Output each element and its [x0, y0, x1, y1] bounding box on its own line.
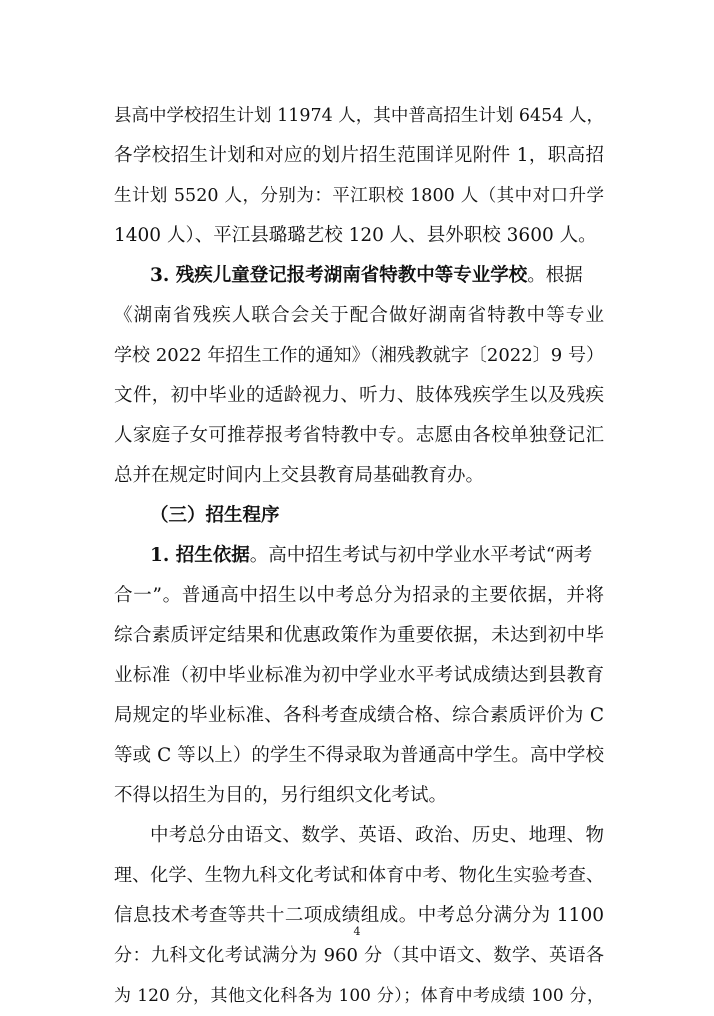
section-heading: （三）招生程序: [150, 505, 280, 526]
text-line: 人家庭子女可推荐报考省特教中专。志愿由各校单独登记汇: [114, 425, 604, 446]
text-line: 理、化学、生物九科文化考试和体育中考、物化生实验考查、: [114, 865, 604, 886]
text-line: 县高中学校招生计划 11974 人，其中普高招生计划 6454 人，: [114, 106, 604, 126]
item-heading: 1. 招生依据: [150, 545, 250, 566]
text-line: 各学校招生计划和对应的划片招生范围详见附件 1，职高招: [114, 145, 604, 166]
text-line: 局规定的毕业标准、各科考查成绩合格、综合素质评价为 C: [114, 705, 604, 726]
text-line: 1400 人）、平江县璐璐艺校 120 人、县外职校 3600 人。: [114, 225, 597, 246]
text-line: 生计划 5520 人，分别为：平江职校 1800 人（其中对口升学: [114, 186, 604, 206]
text-line: 为 120 分，其他文化科各为 100 分）；体育中考成绩 100 分，: [114, 986, 604, 1006]
text-line: 信息技术考查等共十二项成绩组成。中考总分满分为 1100: [114, 905, 604, 926]
text-line: [150, 256, 604, 296]
text-line: 学校 2022 年招生工作的通知》（湘残教就字〔2022〕9 号）: [114, 345, 604, 366]
page-number: 4: [353, 925, 361, 938]
text-line: 业标准（初中毕业标准为初中学业水平考试成绩达到县教育: [114, 665, 604, 686]
text-line: 综合素质评定结果和优惠政策作为重要依据，未达到初中毕: [114, 625, 604, 646]
item-heading: 3. 残疾儿童登记报考湖南省特教中等专业学校: [150, 265, 528, 286]
text-line: [150, 536, 604, 576]
text-line: 中考总分由语文、数学、英语、政治、历史、地理、物: [150, 825, 604, 846]
text-line: 文件，初中毕业的适龄视力、听力、肢体残疾学生以及残疾: [114, 385, 604, 406]
text-line: 合一”。普通高中招生以中考总分为招录的主要依据，并将: [114, 585, 604, 606]
text-line: 总并在规定时间内上交县教育局基础教育办。: [114, 465, 485, 486]
item-text: 。高中招生考试与初中学业水平考试“两考: [249, 545, 593, 566]
text-line: 分：九科文化考试满分为 960 分（其中语文、数学、英语各: [114, 945, 604, 966]
text-line: 不得以招生为目的，另行组织文化考试。: [114, 785, 448, 806]
text-line: 《湖南省残疾人联合会关于配合做好湖南省特教中等专业: [114, 305, 604, 326]
item-text: 。根据: [527, 265, 583, 286]
text-line: 等或 C 等以上）的学生不得录取为普通高中学生。高中学校: [114, 745, 604, 766]
